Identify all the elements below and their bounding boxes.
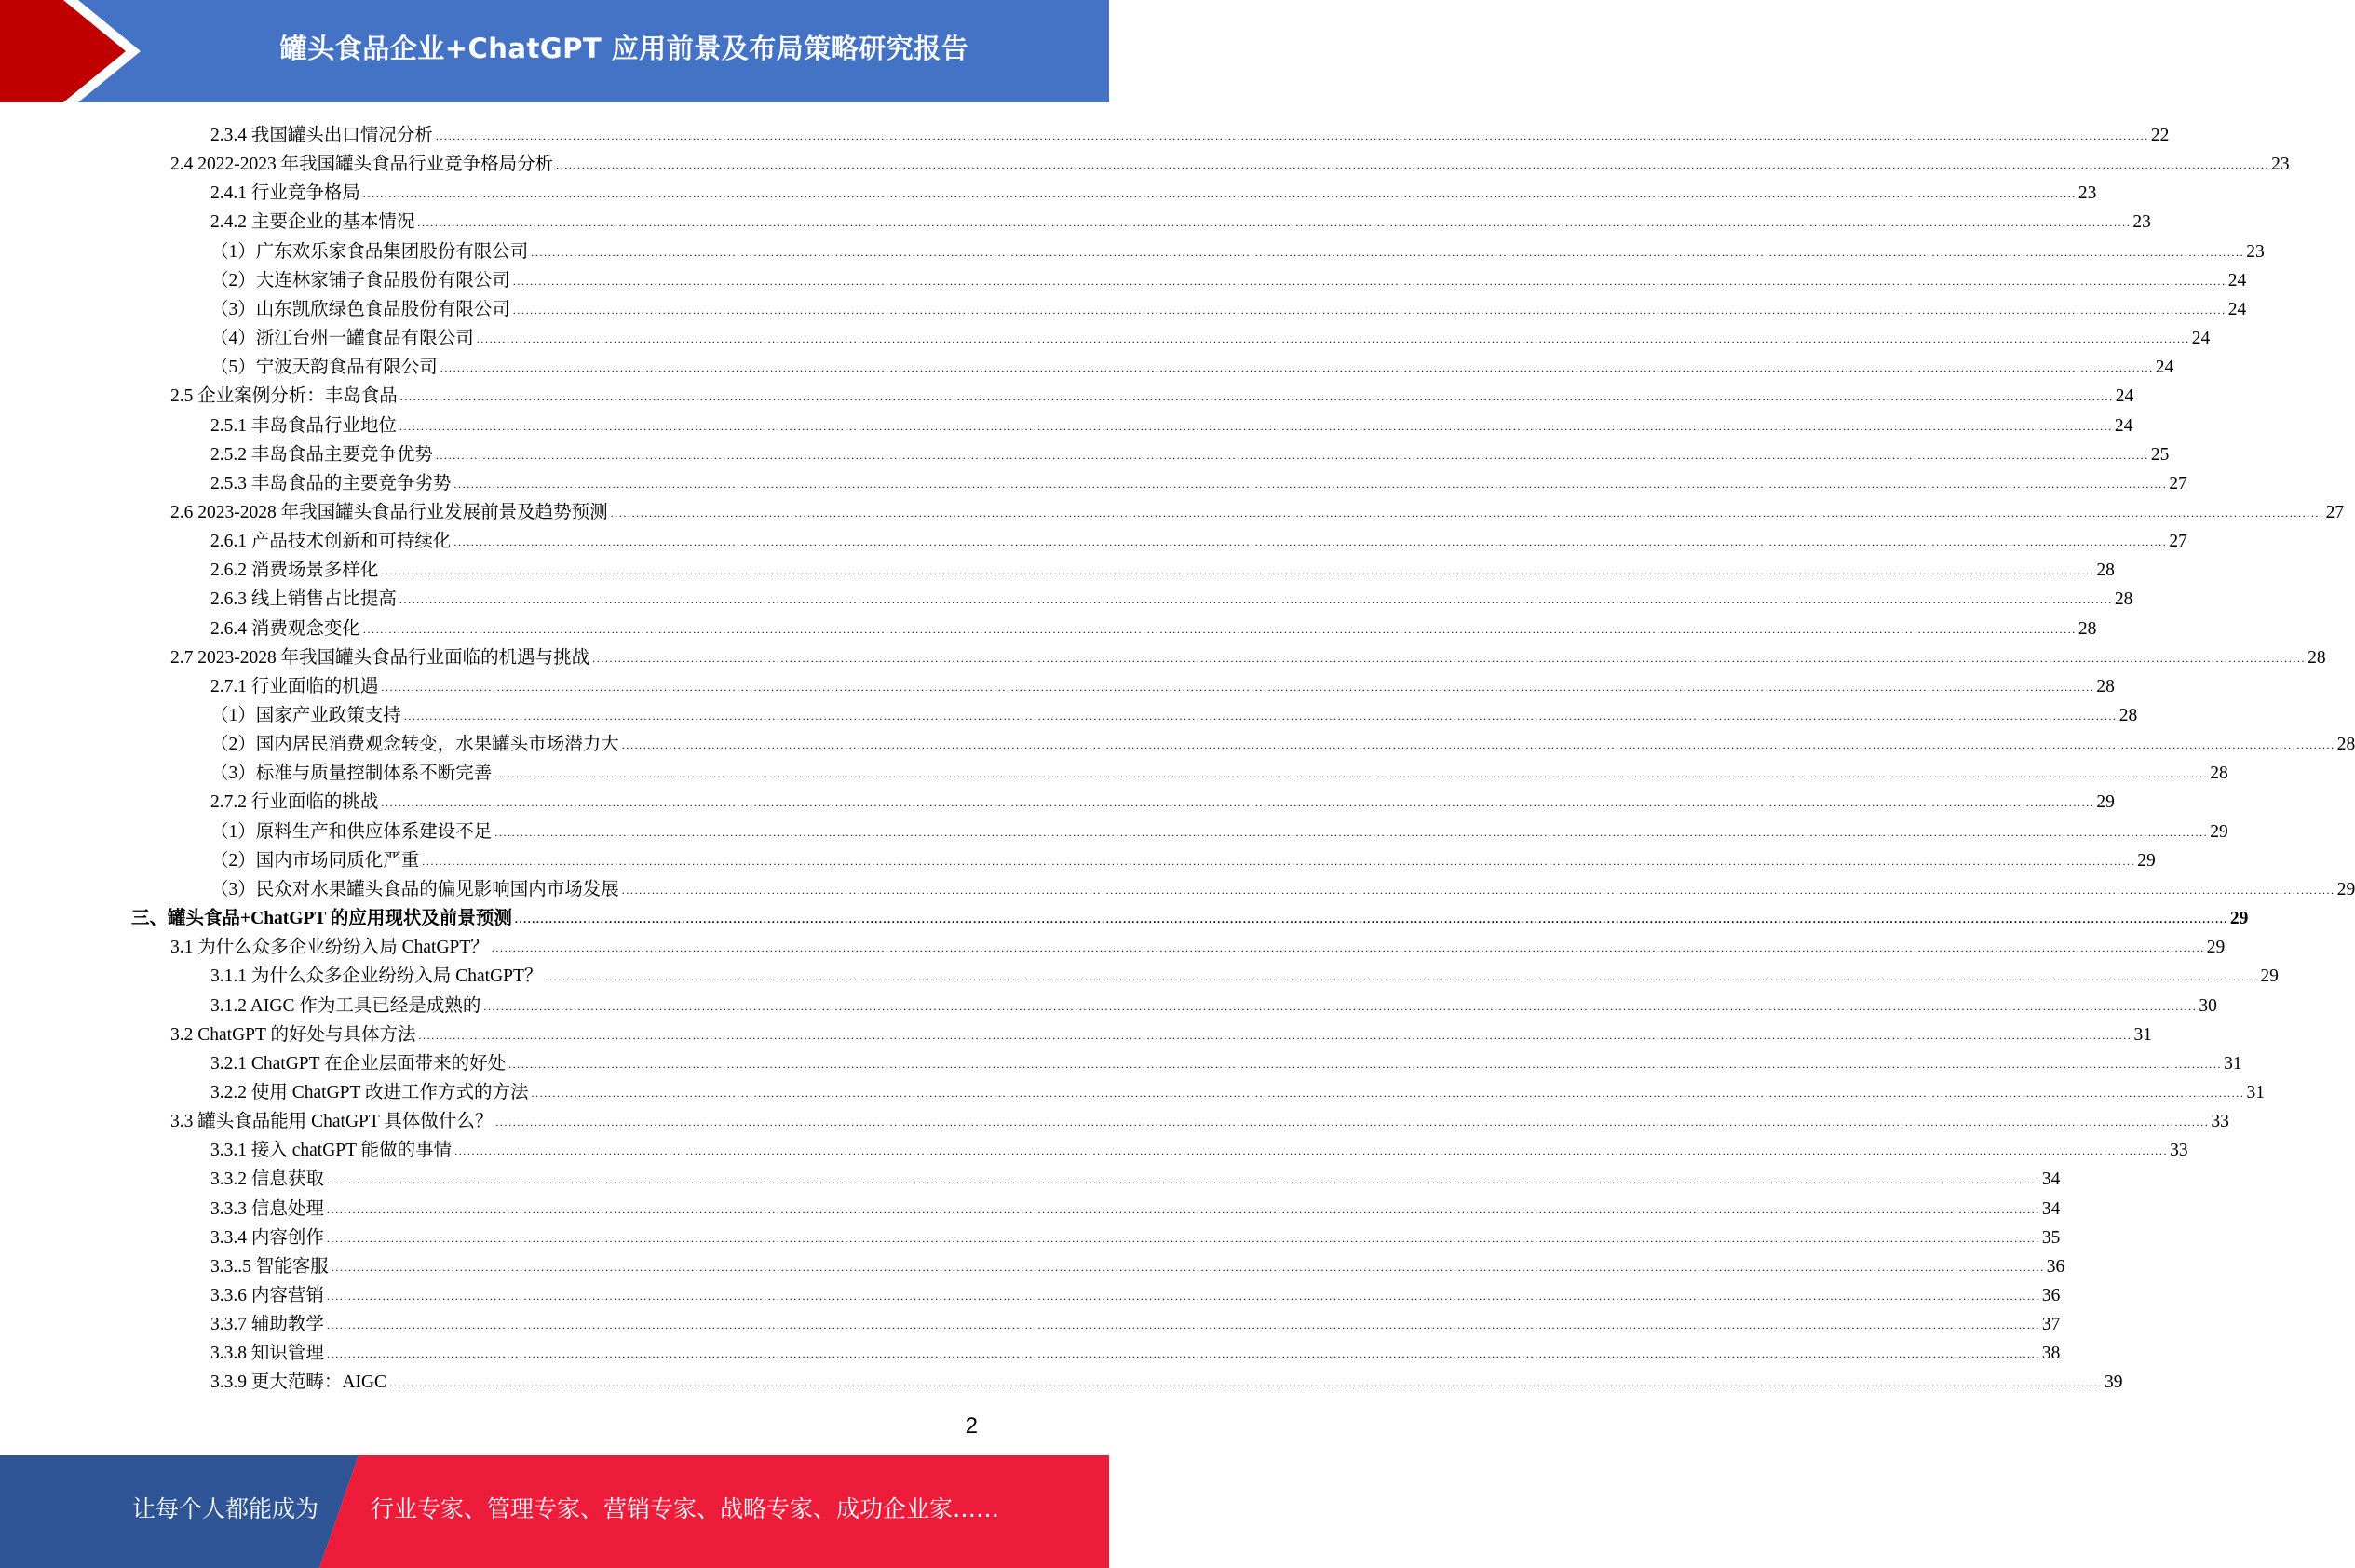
toc-entry-page: 28 xyxy=(2078,618,2097,639)
toc-entry-page: 28 xyxy=(2210,764,2228,784)
toc-entry-page: 22 xyxy=(2150,126,2170,145)
toc-entry-page: 24 xyxy=(2191,329,2211,349)
toc-entry-title: 3.3.2 信息获取 xyxy=(210,1169,324,1190)
toc-entry-page: 31 xyxy=(2133,1024,2152,1045)
toc-entry-title: （2）国内市场同质化严重 xyxy=(210,850,420,871)
toc-entry-title: 2.6.3 线上销售占比提高 xyxy=(210,589,397,610)
toc-entry-title: 2.7 2023-2028 年我国罐头食品行业面临的机遇与挑战 xyxy=(170,647,590,668)
toc-entry-title: （3）标准与质量控制体系不断完善 xyxy=(210,764,493,784)
toc-entry-page: 29 xyxy=(2229,909,2249,929)
toc-entry[interactable] xyxy=(210,1250,2065,1278)
toc-entry-title: 2.3.4 我国罐头出口情况分析 xyxy=(210,126,433,145)
toc-entry-page: 28 xyxy=(2096,561,2115,581)
toc-entry-title: 3.3.7 辅助教学 xyxy=(210,1315,324,1335)
toc-entry[interactable] xyxy=(210,785,2115,814)
toc-entry-title: 2.7.1 行业面临的机遇 xyxy=(210,676,379,696)
toc-leader-dots: ................................................................................................................................................................................................................................................................................................................................................................................................................ xyxy=(362,187,2077,201)
toc-leader-dots: ................................................................................................................................................................................................................................................................................................................................................................................................................ xyxy=(440,361,2154,375)
toc-entry-title: 2.5.3 丰岛食品的主要竞争劣势 xyxy=(210,473,452,493)
toc-entry-title: 3.1.1 为什么众多企业纷纷入局 ChatGPT？ xyxy=(210,966,543,987)
toc-entry-title: 2.6.1 产品技术创新和可持续化 xyxy=(210,532,452,552)
toc-entry-page: 33 xyxy=(2170,1141,2188,1161)
toc-leader-dots: ................................................................................................................................................................................................................................................................................................................................................................................................................ xyxy=(435,448,2149,462)
toc-leader-dots: ................................................................................................................................................................................................................................................................................................................................................................................................................ xyxy=(399,593,2113,607)
toc-entry[interactable] xyxy=(210,815,2228,844)
toc-entry[interactable] xyxy=(210,1221,2061,1250)
toc-leader-dots: ................................................................................................................................................................................................................................................................................................................................................................................................................ xyxy=(422,854,2136,868)
toc-leader-dots: ................................................................................................................................................................................................................................................................................................................................................................................................................ xyxy=(326,1290,2040,1303)
toc-entry-title: 2.6 2023-2028 年我国罐头食品行业发展前景及趋势预测 xyxy=(170,502,608,522)
toc-entry-title: （1）广东欢乐家食品集团股份有限公司 xyxy=(210,241,529,262)
toc-entry[interactable] xyxy=(210,698,2138,727)
toc-entry-title: （2）大连林家铺子食品股份有限公司 xyxy=(210,270,510,291)
toc-leader-dots: ................................................................................................................................................................................................................................................................................................................................................................................................................ xyxy=(326,1231,2040,1245)
toc-leader-dots: ................................................................................................................................................................................................................................................................................................................................................................................................................ xyxy=(610,506,2324,520)
toc-entry-title: （1）国家产业政策支持 xyxy=(210,706,401,725)
toc-entry-page: 36 xyxy=(2041,1286,2061,1305)
toc-entry-page: 27 xyxy=(2169,532,2187,552)
toc-leader-dots: ................................................................................................................................................................................................................................................................................................................................................................................................................ xyxy=(417,216,2132,230)
toc-entry[interactable] xyxy=(210,669,2115,698)
footer-slogan-left: 让每个人都能成为 xyxy=(132,1495,319,1522)
toc-leader-dots: ................................................................................................................................................................................................................................................................................................................................................................................................................ xyxy=(592,651,2307,665)
toc-leader-dots: ................................................................................................................................................................................................................................................................................................................................................................................................................ xyxy=(435,129,2149,142)
toc-leader-dots: ................................................................................................................................................................................................................................................................................................................................................................................................................ xyxy=(531,245,2245,259)
toc-entry[interactable] xyxy=(210,438,2170,466)
toc-entry-title: （2）国内居民消费观念转变，水果罐头市场潜力大 xyxy=(210,735,619,755)
toc-entry-page: 24 xyxy=(2227,299,2247,319)
toc-entry[interactable] xyxy=(170,495,2345,524)
toc-entry-title: （4）浙江台州一罐食品有限公司 xyxy=(210,329,474,349)
toc-entry-page: 27 xyxy=(2169,473,2187,493)
toc-entry[interactable] xyxy=(210,756,2228,785)
toc-entry-title: 2.7.2 行业面临的挑战 xyxy=(210,792,379,813)
toc-entry-page: 34 xyxy=(2041,1169,2061,1190)
toc-entry[interactable] xyxy=(210,1162,2061,1191)
toc-entry-title: （3）山东凯欣绿色食品股份有限公司 xyxy=(210,299,510,319)
toc-entry-page: 23 xyxy=(2132,212,2151,233)
toc-entry-title: 3.3.8 知识管理 xyxy=(210,1344,324,1364)
toc-leader-dots: ................................................................................................................................................................................................................................................................................................................................................................................................................ xyxy=(494,825,2209,839)
toc-entry-title: （5）宁波天韵食品有限公司 xyxy=(210,358,438,378)
toc-leader-dots: ................................................................................................................................................................................................................................................................................................................................................................................................................ xyxy=(381,796,2095,810)
toc-leader-dots: ................................................................................................................................................................................................................................................................................................................................................................................................................ xyxy=(362,622,2077,636)
toc-entry-page: 35 xyxy=(2041,1227,2061,1248)
toc-entry[interactable] xyxy=(210,264,2247,292)
toc-leader-dots: ................................................................................................................................................................................................................................................................................................................................................................................................................ xyxy=(326,1202,2040,1216)
toc-entry[interactable] xyxy=(210,118,2170,147)
toc-entry-page: 30 xyxy=(2199,995,2217,1016)
toc-entry[interactable] xyxy=(210,1133,2188,1162)
toc-entry-page: 36 xyxy=(2046,1256,2065,1277)
toc-entry[interactable] xyxy=(170,147,2290,176)
toc-entry-title: （1）原料生产和供应体系建设不足 xyxy=(210,821,493,842)
toc-leader-dots: ................................................................................................................................................................................................................................................................................................................................................................................................................ xyxy=(331,1260,2045,1274)
footer-slogan-right: 行业专家、管理专家、营销专家、战略专家、成功企业家…… xyxy=(371,1495,1000,1522)
toc-entry[interactable] xyxy=(210,989,2217,1018)
toc-leader-dots: ................................................................................................................................................................................................................................................................................................................................................................................................................ xyxy=(381,680,2095,694)
toc-entry-page: 31 xyxy=(2224,1053,2242,1074)
toc-entry-title: （3）民众对水果罐头食品的偏见影响国内市场发展 xyxy=(210,879,619,899)
toc-leader-dots: ................................................................................................................................................................................................................................................................................................................................................................................................................ xyxy=(389,1376,2104,1390)
toc-leader-dots: ................................................................................................................................................................................................................................................................................................................................................................................................................ xyxy=(454,1144,2169,1158)
toc-entry-page: 28 xyxy=(2336,735,2355,755)
toc-leader-dots: ................................................................................................................................................................................................................................................................................................................................................................................................................ xyxy=(531,1086,2245,1100)
toc-entry-title: 2.4 2022-2023 年我国罐头食品行业竞争格局分析 xyxy=(170,155,554,175)
toc-entry-title: 3.3.3 信息处理 xyxy=(210,1198,324,1219)
toc-entry-page: 29 xyxy=(2210,821,2228,842)
toc-entry[interactable] xyxy=(170,1018,2152,1047)
toc-leader-dots: ................................................................................................................................................................................................................................................................................................................................................................................................................ xyxy=(326,1318,2040,1332)
toc-entry-title: 2.4.2 主要企业的基本情况 xyxy=(210,212,415,233)
toc-entry-page: 29 xyxy=(2137,850,2156,871)
toc-entry-page: 23 xyxy=(2246,241,2265,262)
toc-entry-page: 24 xyxy=(2114,415,2133,436)
toc-entry-page: 29 xyxy=(2260,966,2279,987)
toc-entry-page: 28 xyxy=(2114,589,2133,610)
page-header xyxy=(0,0,1109,102)
toc-entry-title: 3.3 罐头食品能用 ChatGPT 具体做什么？ xyxy=(170,1112,494,1132)
report-title: 罐头食品企业+ChatGPT 应用前景及布局策略研究报告 xyxy=(279,32,969,64)
toc-leader-dots: ................................................................................................................................................................................................................................................................................................................................................................................................................ xyxy=(418,1028,2132,1042)
toc-entry-page: 24 xyxy=(2115,386,2134,407)
toc-entry-page: 27 xyxy=(2325,502,2345,522)
toc-leader-dots: ................................................................................................................................................................................................................................................................................................................................................................................................................ xyxy=(453,535,2168,549)
toc-entry-page: 28 xyxy=(2308,647,2326,668)
toc-entry-page: 39 xyxy=(2105,1372,2123,1393)
toc-leader-dots: ................................................................................................................................................................................................................................................................................................................................................................................................................ xyxy=(495,1115,2210,1129)
toc-entry-page: 28 xyxy=(2118,706,2138,725)
toc-entry-page: 23 xyxy=(2078,183,2097,204)
toc-leader-dots: ................................................................................................................................................................................................................................................................................................................................................................................................................ xyxy=(453,477,2168,491)
toc-entry[interactable] xyxy=(170,379,2134,408)
toc-entry-title: 3.2 ChatGPT 的好处与具体方法 xyxy=(170,1024,416,1045)
toc-entry[interactable] xyxy=(210,844,2156,872)
toc-leader-dots: ................................................................................................................................................................................................................................................................................................................................................................................................................ xyxy=(508,1057,2223,1071)
toc-entry[interactable] xyxy=(210,409,2133,438)
toc-leader-dots: ................................................................................................................................................................................................................................................................................................................................................................................................................ xyxy=(326,1347,2040,1361)
toc-entry[interactable] xyxy=(210,1278,2061,1307)
toc-leader-dots: ................................................................................................................................................................................................................................................................................................................................................................................................................ xyxy=(399,419,2113,433)
toc-entry[interactable] xyxy=(210,959,2279,988)
toc-entry-page: 31 xyxy=(2246,1082,2265,1102)
toc-entry-title: 三、罐头食品+ChatGPT 的应用现状及前景预测 xyxy=(131,909,512,929)
toc-entry[interactable] xyxy=(170,641,2326,669)
page-footer xyxy=(0,1455,1109,1568)
toc-entry[interactable] xyxy=(210,1336,2061,1365)
toc-entry-page: 24 xyxy=(2227,270,2247,291)
toc-entry[interactable] xyxy=(210,1192,2061,1221)
header-arrow-graphic xyxy=(0,0,140,102)
toc-leader-dots: ................................................................................................................................................................................................................................................................................................................................................................................................................ xyxy=(512,303,2226,317)
page-number: 2 xyxy=(965,1413,978,1439)
toc-entry-page: 29 xyxy=(2336,879,2355,899)
toc-entry-page: 38 xyxy=(2041,1344,2061,1364)
toc-leader-dots: ................................................................................................................................................................................................................................................................................................................................................................................................................ xyxy=(491,941,2205,955)
toc-entry-title: 3.3..5 智能客服 xyxy=(210,1256,329,1277)
toc-entry-title: 3.2.1 ChatGPT 在企业层面带来的好处 xyxy=(210,1053,507,1074)
toc-entry[interactable] xyxy=(210,872,2355,901)
toc-entry-title: 3.3.1 接入 chatGPT 能做的事情 xyxy=(210,1141,453,1161)
toc-leader-dots: ................................................................................................................................................................................................................................................................................................................................................................................................................ xyxy=(399,390,2114,404)
toc-leader-dots: ................................................................................................................................................................................................................................................................................................................................................................................................................ xyxy=(621,738,2335,752)
toc-entry-page: 29 xyxy=(2096,792,2115,813)
toc-entry-title: 3.3.4 内容创作 xyxy=(210,1227,324,1248)
toc-entry[interactable] xyxy=(210,176,2097,205)
toc-entry-page: 34 xyxy=(2041,1198,2061,1219)
toc-leader-dots: ................................................................................................................................................................................................................................................................................................................................................................................................................ xyxy=(545,970,2259,984)
toc-entry[interactable] xyxy=(210,466,2187,495)
toc-entry-title: 2.6.2 消费场景多样化 xyxy=(210,561,379,581)
toc-entry-title: 3.1 为什么众多企业纷纷入局 ChatGPT？ xyxy=(170,938,489,958)
toc-entry-title: 3.3.9 更大范畴：AIGC xyxy=(210,1372,387,1393)
toc-entry-page: 29 xyxy=(2206,938,2226,958)
toc-entry-title: 2.5 企业案例分析：丰岛食品 xyxy=(170,386,398,407)
toc-leader-dots: ................................................................................................................................................................................................................................................................................................................................................................................................................ xyxy=(483,999,2198,1013)
toc-entry[interactable] xyxy=(170,930,2226,959)
toc-entry-title: 3.3.6 内容营销 xyxy=(210,1286,324,1305)
toc-entry-page: 24 xyxy=(2155,358,2174,378)
toc-leader-dots: ................................................................................................................................................................................................................................................................................................................................................................................................................ xyxy=(494,767,2209,781)
toc-entry[interactable] xyxy=(210,350,2174,379)
toc-entry[interactable] xyxy=(210,1307,2061,1336)
toc-leader-dots: ................................................................................................................................................................................................................................................................................................................................................................................................................ xyxy=(512,274,2226,288)
toc-entry[interactable] xyxy=(170,1104,2229,1133)
toc-entry[interactable] xyxy=(210,292,2247,321)
toc-entry-title: 3.1.2 AIGC 作为工具已经是成熟的 xyxy=(210,995,481,1016)
toc-entry[interactable] xyxy=(210,205,2151,234)
toc-entry-title: 2.5.2 丰岛食品主要竞争优势 xyxy=(210,444,433,465)
toc-entry[interactable] xyxy=(210,727,2355,756)
toc-leader-dots: ................................................................................................................................................................................................................................................................................................................................................................................................................ xyxy=(514,912,2228,926)
toc-leader-dots: ................................................................................................................................................................................................................................................................................................................................................................................................................ xyxy=(403,710,2118,723)
toc-entry-page: 28 xyxy=(2096,676,2115,696)
toc-entry[interactable] xyxy=(210,1365,2123,1394)
toc-leader-dots: ................................................................................................................................................................................................................................................................................................................................................................................................................ xyxy=(556,158,2270,172)
toc-leader-dots: ................................................................................................................................................................................................................................................................................................................................................................................................................ xyxy=(326,1173,2040,1187)
toc-entry[interactable] xyxy=(210,1047,2242,1075)
toc-entry[interactable] xyxy=(210,612,2097,641)
toc-entry-page: 33 xyxy=(2211,1112,2229,1132)
toc-entry[interactable] xyxy=(210,582,2133,611)
toc-entry-page: 23 xyxy=(2271,155,2290,175)
toc-leader-dots: ................................................................................................................................................................................................................................................................................................................................................................................................................ xyxy=(381,564,2095,578)
toc-entry-page: 37 xyxy=(2041,1315,2061,1335)
toc-entry[interactable] xyxy=(210,553,2115,582)
toc-entry[interactable] xyxy=(210,235,2265,264)
toc-entry-title: 2.6.4 消费观念变化 xyxy=(210,618,360,639)
toc-leader-dots: ................................................................................................................................................................................................................................................................................................................................................................................................................ xyxy=(476,332,2190,346)
toc-entry[interactable] xyxy=(210,1075,2265,1104)
toc-entry-page: 25 xyxy=(2150,444,2170,465)
toc-entry[interactable] xyxy=(131,901,2249,930)
toc-entry-title: 2.5.1 丰岛食品行业地位 xyxy=(210,415,397,436)
toc-leader-dots: ................................................................................................................................................................................................................................................................................................................................................................................................................ xyxy=(621,883,2335,897)
toc-entry[interactable] xyxy=(210,524,2187,553)
toc-entry[interactable] xyxy=(210,321,2211,350)
toc-entry-title: 3.2.2 使用 ChatGPT 改进工作方式的方法 xyxy=(210,1082,529,1102)
toc-entry-title: 2.4.1 行业竞争格局 xyxy=(210,183,360,204)
